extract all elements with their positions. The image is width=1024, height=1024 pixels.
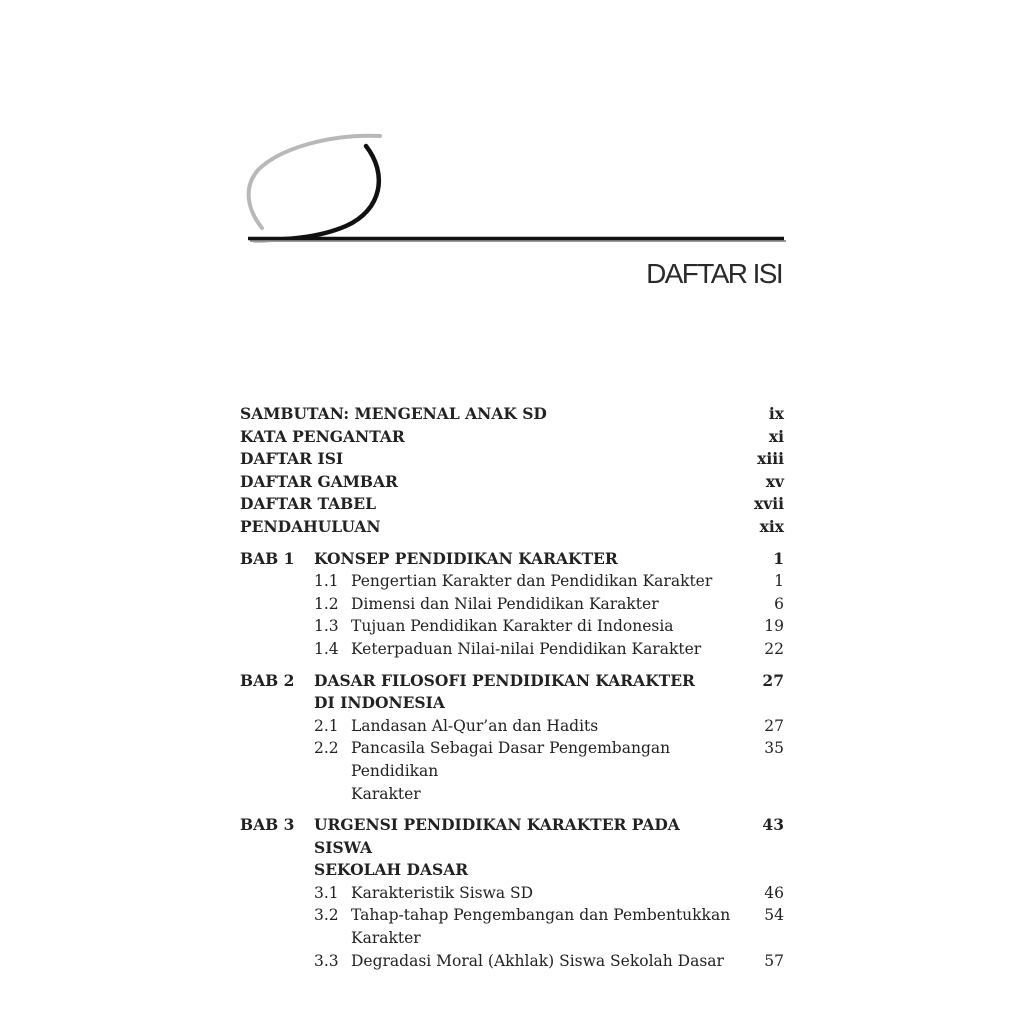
section-title: Tahap-tahap Pengembangan dan Pembentukkan: [351, 906, 731, 925]
toc-entry-page: xv: [765, 471, 784, 491]
section-page: 57: [764, 951, 784, 970]
section-number: 1.3: [314, 617, 339, 636]
section-page: 1: [774, 572, 784, 591]
section-title: Karakteristik Siswa SD: [351, 883, 534, 902]
chapter-page: 1: [773, 548, 784, 568]
toc-section-2-1[interactable]: [240, 715, 784, 738]
table-of-contents: [240, 403, 784, 972]
section-title: Pancasila Sebagai Dasar Pengembangan Pendidikan: [351, 739, 671, 780]
section-title: Degradasi Moral (Akhlak) Siswa Sekolah Dasar: [351, 951, 724, 970]
section-title-line-2: Karakter: [351, 784, 421, 803]
chapter-ornament: [0, 0, 1024, 300]
toc-section-1-1[interactable]: [240, 570, 784, 593]
toc-section-3-2[interactable]: [240, 904, 784, 927]
section-page: 27: [764, 716, 784, 735]
toc-front-entry[interactable]: [240, 493, 784, 516]
toc-entry-page: xix: [759, 516, 784, 536]
toc-section-2-2-continued: [240, 783, 784, 806]
toc-section-1-2[interactable]: [240, 593, 784, 616]
section-title: Keterpaduan Nilai-nilai Pendidikan Karakter: [351, 639, 702, 658]
toc-entry-page: xvii: [753, 494, 784, 514]
section-page: 6: [774, 594, 784, 613]
toc-entry-title: DAFTAR GAMBAR: [240, 471, 398, 491]
gray-swoosh: [249, 136, 380, 228]
toc-entry-page: ix: [768, 404, 784, 423]
toc-entry-title: DAFTAR TABEL: [240, 494, 376, 514]
section-page: 35: [764, 739, 784, 758]
toc-front-entry[interactable]: [240, 403, 784, 426]
page-title: DAFTAR ISI: [646, 258, 782, 289]
toc-section-3-1[interactable]: [240, 882, 784, 905]
section-number: 1.4: [314, 639, 339, 658]
section-number: 2.2: [314, 739, 339, 758]
chapter-label: BAB 3: [240, 815, 295, 835]
chapter-label: BAB 1: [240, 548, 295, 568]
toc-section-1-4[interactable]: [240, 638, 784, 661]
section-page: 19: [764, 617, 784, 636]
chapter-title-line-2: DI INDONESIA: [314, 693, 445, 713]
chapter-title-line-2: SEKOLAH DASAR: [314, 860, 469, 880]
section-number: 3.3: [314, 951, 339, 970]
toc-entry-title: SAMBUTAN: MENGENAL ANAK SD: [240, 404, 547, 423]
toc-entry-page: xiii: [757, 449, 784, 469]
toc-front-entry[interactable]: [240, 448, 784, 471]
toc-section-3-2-continued: [240, 927, 784, 950]
section-number: 3.1: [314, 883, 339, 902]
section-title-line-2: Karakter: [351, 929, 421, 948]
chapter-page: 27: [762, 670, 784, 690]
section-page: 54: [764, 906, 784, 925]
toc-entry-title: KATA PENGANTAR: [240, 426, 405, 446]
chapter-title: KONSEP PENDIDIKAN KARAKTER: [314, 548, 618, 568]
section-number: 1.2: [314, 594, 339, 613]
section-page: 22: [764, 639, 784, 658]
toc-front-entry[interactable]: [240, 516, 784, 539]
toc-chapter-bab-3-continued: [240, 859, 784, 882]
toc-chapter-bab-2-continued: [240, 692, 784, 715]
section-title: Pengertian Karakter dan Pendidikan Karakter: [351, 572, 713, 591]
toc-chapter-bab-3[interactable]: [240, 814, 784, 859]
chapter-title: URGENSI PENDIDIKAN KARAKTER PADA SISWA: [314, 815, 680, 857]
chapter-label: BAB 2: [240, 670, 295, 690]
toc-chapter-bab-1[interactable]: [240, 548, 784, 571]
toc-chapter-bab-2[interactable]: [240, 670, 784, 693]
section-title: Tujuan Pendidikan Karakter di Indonesia: [351, 617, 674, 636]
section-title: Dimensi dan Nilai Pendidikan Karakter: [351, 594, 659, 613]
section-page: 46: [764, 883, 784, 902]
section-number: 2.1: [314, 716, 339, 735]
section-title: Landasan Al-Qur’an dan Hadits: [351, 716, 599, 735]
chapter-title: DASAR FILOSOFI PENDIDIKAN KARAKTER: [314, 670, 695, 690]
toc-front-entry[interactable]: [240, 426, 784, 449]
toc-section-1-3[interactable]: [240, 615, 784, 638]
toc-entry-title: DAFTAR ISI: [240, 449, 344, 469]
section-number: 1.1: [314, 572, 339, 591]
toc-section-2-2[interactable]: [240, 737, 784, 782]
toc-section-3-3[interactable]: [240, 950, 784, 973]
toc-front-entry[interactable]: [240, 471, 784, 494]
toc-entry-page: xi: [768, 426, 784, 446]
chapter-page: 43: [762, 815, 784, 835]
section-number: 3.2: [314, 906, 339, 925]
toc-entry-title: PENDAHULUAN: [240, 516, 381, 536]
